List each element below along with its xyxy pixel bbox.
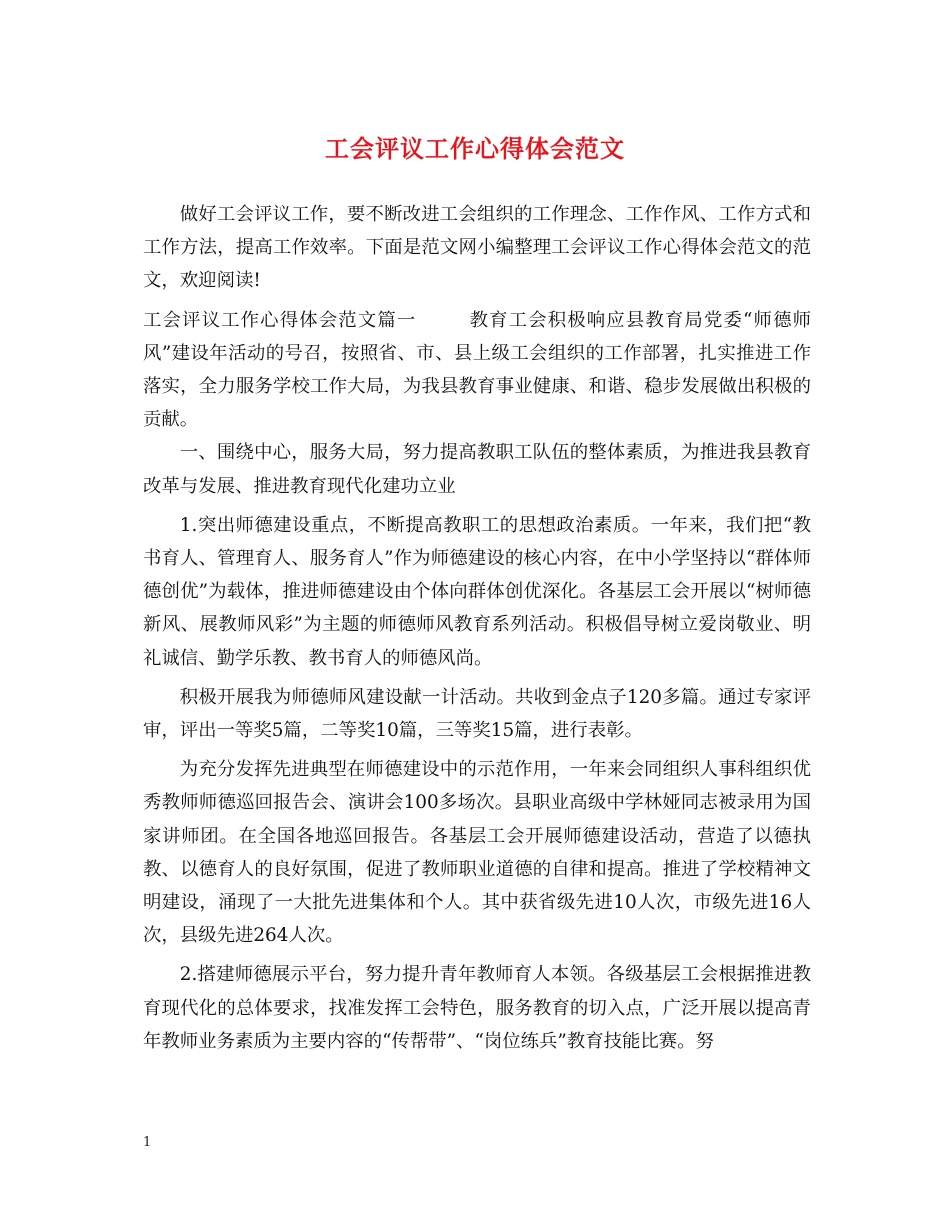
section-heading: 工会评议工作心得体会范文篇一	[143, 309, 417, 331]
section-paragraph	[143, 304, 811, 437]
intro-paragraph: 做好工会评议工作，要不断改进工会组织的工作理念、工作作风、工作方式和工作方法，提高工作效率。下面是范文网小编整理工会评议工作心得体会范文的范文，欢迎阅读!	[143, 204, 811, 292]
page-title: 工会评议工作心得体会范文	[325, 134, 625, 163]
section-intro-text: 教育工会积极响应县教育局党委“师德师风”建设年活动的号召，按照省、市、县上级工会组织的工作部署，扎实推进工作落实，全力服务学校工作大局，为我县教育事业健康、和谐、稳步发展做出积极的贡献。	[143, 309, 811, 431]
page-number: 1	[143, 1135, 152, 1150]
activity-paragraph: 积极开展我为师德师风建设献一计活动。共收到金点子120多篇。通过专家评审，评出一等奖5篇，二等奖10篇，三等奖15篇，进行表彰。	[143, 686, 811, 742]
point-one-paragraph: 1.突出师德建设重点，不断提高教职工的思想政治素质。一年来，我们把“教书育人、管理育人、服务育人”作为师德建设的核心内容，在中小学坚持以“群体师德创优”为载体，推进师德建设由个体向群体创优深化。各基层工会开展以“树师德新风、展教师风彩”为主题的师德师风教育系列活动。积极倡导树立爱岗敬业、明礼诚信、勤学乐教、教书育人的师德风尚。	[143, 514, 811, 669]
heading-one-paragraph: 一、围绕中心，服务大局，努力提高教职工队伍的整体素质，为推进我县教育改革与发展、推进教育现代化建功立业	[143, 442, 811, 497]
model-paragraph: 为充分发挥先进典型在师德建设中的示范作用，一年来会同组织人事科组织优秀教师师德巡回报告会、演讲会100多场次。县职业高级中学林娅同志被录用为国家讲师团。在全国各地巡回报告。各基层工会开展师德建设活动，营造了以德执教、以德育人的良好氛围，促进了教师职业道德的自律和提高。推进了学校精神文明建设，涌现了一大批先进集体和个人。其中获省级先进10人次，市级先进16人次，县级先进264人次。	[143, 759, 811, 947]
document-body	[143, 198, 811, 1058]
point-two-paragraph: 2.搭建师德展示平台，努力提升青年教师育人本领。各级基层工会根据推进教育现代化的总体要求，找准发挥工会特色，服务教育的切入点，广泛开展以提高青年教师业务素质为主要内容的“传帮带”、“岗位练兵”教育技能比赛。努	[143, 964, 811, 1052]
